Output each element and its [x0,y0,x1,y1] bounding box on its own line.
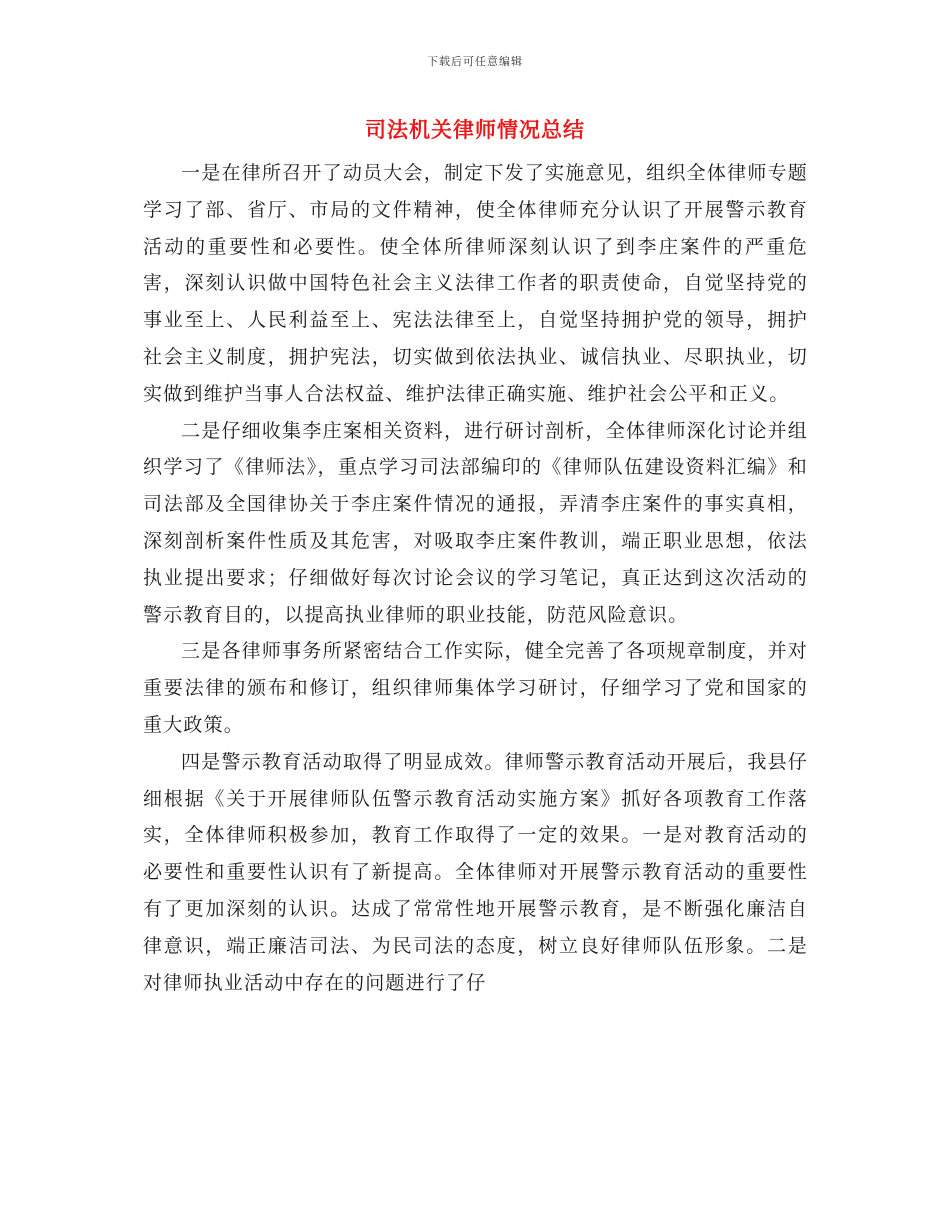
document-title: 司法机关律师情况总结 [365,117,585,142]
document-body [143,155,808,1001]
header-note: 下载后可任意编辑 [427,55,523,68]
paragraph-4: 四是警示教育活动取得了明显成效。律师警示教育活动开展后，我县仔细根据《关于开展律师队伍警示教育活动实施方案》抓好各项教育工作落实，全体律师积极参加，教育工作取得了一定的效果。一是对教育活动的必要性和重要性认识有了新提高。全体律师对开展警示教育活动的重要性有了更加深刻的认识。达成了常常性地开展警示教育，是不断强化廉洁自律意识，端正廉洁司法、为民司法的态度，树立良好律师队伍形象。二是对律师执业活动中存在的问题进行了仔 [143,750,808,994]
paragraph-2: 二是仔细收集李庄案相关资料，进行研讨剖析，全体律师深化讨论并组织学习了《律师法》，重点学习司法部编印的《律师队伍建设资料汇编》和司法部及全国律协关于李庄案件情况的通报，弄清李庄案件的事实真相，深刻剖析案件性质及其危害，对吸取李庄案件教训，端正职业思想，依法执业提出要求；仔细做好每次讨论会议的学习笔记，真正达到这次活动的警示教育目的，以提高执业律师的职业技能，防范风险意识。 [143,419,808,626]
paragraph-3: 三是各律师事务所紧密结合工作实际，健全完善了各项规章制度，并对重要法律的颁布和修订，组织律师集体学习研讨，仔细学习了党和国家的重大政策。 [143,640,808,736]
paragraph-1: 一是在律所召开了动员大会，制定下发了实施意见，组织全体律师专题学习了部、省厅、市局的文件精神，使全体律师充分认识了开展警示教育活动的重要性和必要性。使全体所律师深刻认识了到李庄案件的严重危害，深刻认识做中国特色社会主义法律工作者的职责使命，自觉坚持党的事业至上、人民利益至上、宪法法律至上，自觉坚持拥护党的领导，拥护社会主义制度，拥护宪法，切实做到依法执业、诚信执业、尽职执业，切实做到维护当事人合法权益、维护法律正确实施、维护社会公平和正义。 [143,162,808,405]
